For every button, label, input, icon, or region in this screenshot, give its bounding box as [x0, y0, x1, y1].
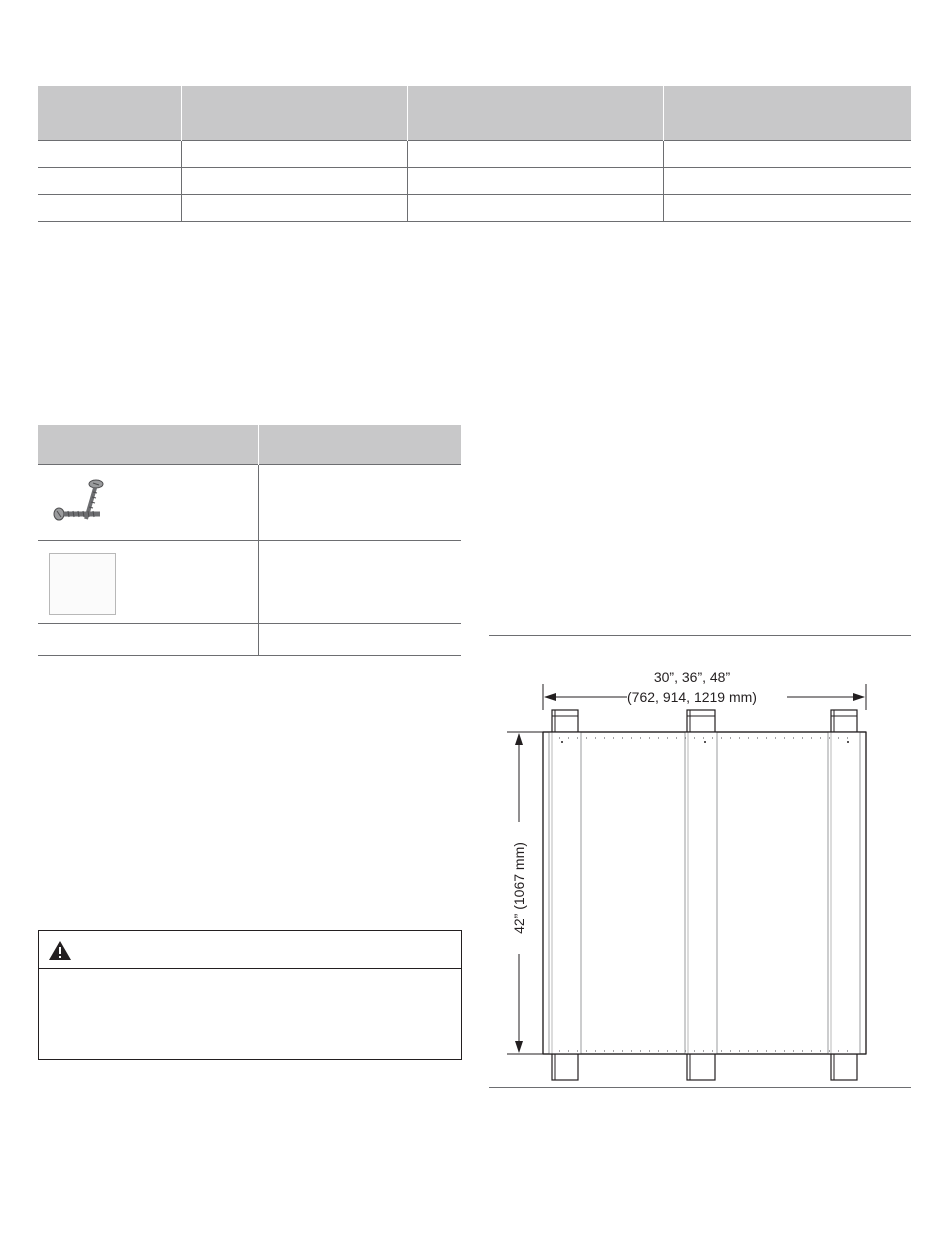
hardware-table: [38, 425, 461, 656]
table-header-cell: [664, 86, 912, 141]
width-label-line1: 30”, 36”, 48”: [653, 669, 731, 685]
figure-bottom-rule: [489, 1087, 911, 1088]
width-label-line2: (762, 914, 1219 mm): [627, 689, 757, 705]
table-header-cell: [38, 425, 259, 465]
table-row: [38, 624, 461, 656]
table-row: [38, 168, 911, 195]
table-cell: [259, 465, 462, 541]
model-spec-table: [38, 86, 911, 222]
screws-icon: [50, 477, 110, 527]
table-cell: [182, 168, 408, 195]
warning-header: [39, 931, 461, 969]
table-row: [38, 195, 911, 222]
table-cell: [38, 465, 259, 541]
warning-triangle-icon: [49, 941, 71, 960]
table-cell: [182, 195, 408, 222]
table-header-cell: [38, 86, 182, 141]
table-header-row: [38, 425, 461, 465]
table-header-cell: [408, 86, 664, 141]
table-row: [38, 465, 461, 541]
table-cell: [664, 141, 912, 168]
table-header-cell: [182, 86, 408, 141]
table-cell: [259, 541, 462, 624]
table-cell: [408, 141, 664, 168]
post-right: [828, 710, 860, 1080]
warning-box: [38, 930, 462, 1060]
table-cell: [664, 195, 912, 222]
table-cell: [38, 195, 182, 222]
arrow-down-icon: [515, 1041, 523, 1053]
placeholder-image: [49, 553, 116, 615]
table-cell: [38, 141, 182, 168]
table-cell: [408, 168, 664, 195]
arrow-left-icon: [544, 693, 556, 701]
table-header-cell: [259, 425, 462, 465]
post-middle: [685, 710, 717, 1080]
post-left: [549, 710, 581, 1080]
table-cell: [38, 624, 259, 656]
table-cell: [664, 168, 912, 195]
table-cell: [408, 195, 664, 222]
figure-top-rule: [489, 635, 911, 636]
arrow-right-icon: [853, 693, 865, 701]
dimension-figure: [489, 640, 911, 1085]
height-label: 42” (1067 mm): [511, 842, 527, 934]
table-cell: [182, 141, 408, 168]
table-cell: [38, 168, 182, 195]
arrow-up-icon: [515, 733, 523, 745]
table-header-row: [38, 86, 911, 141]
table-row: [38, 141, 911, 168]
table-cell: [38, 541, 259, 624]
table-cell: [259, 624, 462, 656]
table-row: [38, 541, 461, 624]
